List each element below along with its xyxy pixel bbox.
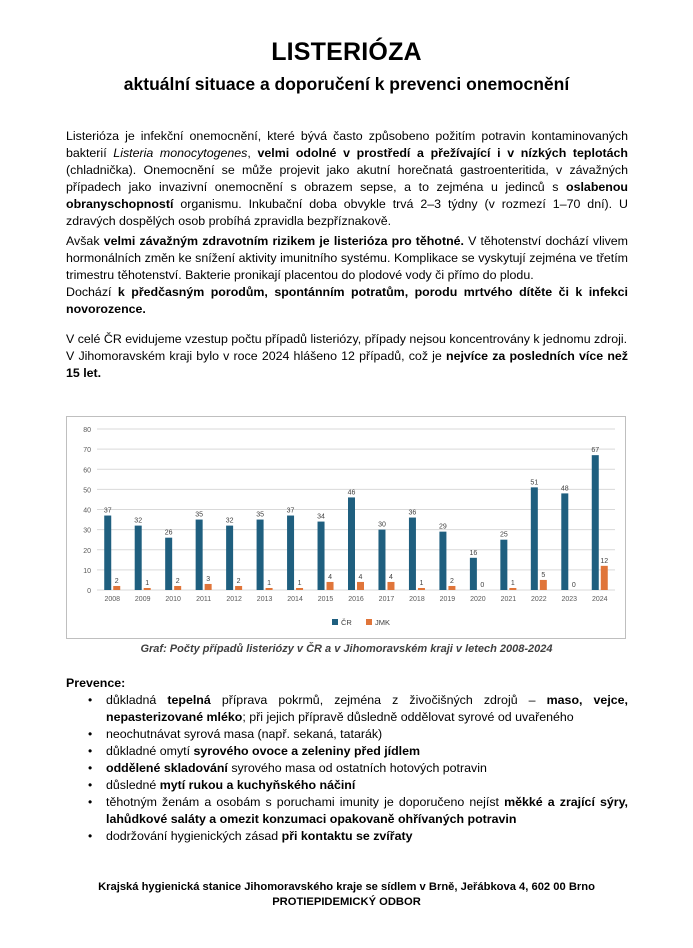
- data-label-jmk: 1: [510, 579, 515, 587]
- data-label-jmk: 1: [145, 579, 150, 587]
- data-label-jmk: 1: [419, 579, 424, 587]
- bar-jmk: [601, 566, 608, 590]
- x-tick-label: 2022: [531, 596, 547, 603]
- bar-cr: [561, 493, 568, 590]
- data-label-jmk: 3: [206, 575, 211, 583]
- footer-address: Krajská hygienická stanice Jihomoravského kraje se sídlem v Brně, Jeřábkova 4, 602 00 Brno: [98, 881, 595, 893]
- bullet-icon: •: [88, 829, 93, 843]
- bar-jmk: [266, 588, 273, 590]
- bar-cr: [592, 455, 599, 590]
- bar-jmk: [387, 582, 394, 590]
- emphasis-text: velmi odolné v prostředí a přežívající i v nízkých teplotách: [257, 146, 628, 160]
- data-label-cr: 51: [530, 479, 539, 487]
- legend-label: JMK: [375, 618, 390, 627]
- emphasis-text: k předčasným porodům, spontánním potratům, porodu mrtvého dítěte či k infekci novorozence.: [66, 285, 628, 316]
- bullet-icon: •: [88, 795, 93, 809]
- data-label-cr: 26: [164, 529, 173, 537]
- data-label-cr: 36: [408, 509, 417, 517]
- bar-jmk: [113, 586, 120, 590]
- x-tick-label: 2024: [591, 596, 608, 603]
- prevention-title: Prevence:: [66, 676, 126, 690]
- situation-paragraph: [66, 331, 628, 382]
- bar-jmk: [357, 582, 364, 590]
- emphasis-text: měkké a zrající sýry, lahůdkové saláty a omezit konzumaci opakovaně ohřívaných potravin: [106, 795, 628, 826]
- bar-jmk: [144, 588, 151, 590]
- bar-cr: [104, 516, 111, 590]
- bar-cr: [500, 540, 507, 590]
- page-subtitle: aktuální situace a doporučení k prevenci onemocnění: [123, 74, 570, 94]
- pregnancy-paragraph: [66, 233, 628, 318]
- species-name: Listeria monocytogenes: [113, 146, 248, 160]
- y-tick-label: 0: [87, 588, 91, 595]
- bar-cr: [439, 532, 446, 590]
- text-run: ,: [247, 146, 258, 160]
- x-tick-label: 2021: [500, 596, 517, 603]
- bar-cr: [196, 520, 203, 590]
- data-label-cr: 35: [195, 511, 204, 519]
- emphasis-text: oddělené skladování: [106, 761, 228, 775]
- emphasis-text: velmi závažným zdravotním rizikem je listerióza pro těhotné.: [103, 234, 464, 248]
- text-run: příprava pokrmů, zejména z živočišných zdrojů –: [210, 693, 547, 707]
- bar-jmk: [174, 586, 181, 590]
- data-label-jmk: 4: [358, 573, 363, 581]
- text-run: neochutnávat syrová masa (např. sekaná, tatarák): [106, 727, 383, 741]
- prevention-item: [66, 726, 628, 743]
- data-label-jmk: 0: [480, 582, 485, 589]
- data-label-jmk: 5: [541, 571, 546, 579]
- bar-cr: [378, 530, 385, 590]
- data-label-cr: 30: [378, 521, 386, 529]
- x-tick-label: 2015: [317, 596, 334, 603]
- bar-jmk: [448, 586, 455, 590]
- bar-cr: [257, 520, 264, 590]
- bar-jmk: [296, 588, 303, 590]
- y-tick-label: 30: [83, 527, 91, 535]
- x-tick-label: 2011: [196, 596, 212, 603]
- emphasis-text: při kontaktu se zvířaty: [281, 829, 413, 843]
- text-run: Listerióza je infekční onemocnění, které bývá často způsobeno požitím potravin kontaminovaných bakterií: [66, 129, 628, 160]
- emphasis-text: oslabenou obranyschopností: [66, 180, 628, 211]
- prevention-item: [66, 828, 628, 845]
- text-run: těhotným ženám a osobám s poruchami imunity je doporučeno nejíst: [106, 795, 505, 809]
- bar-cr: [226, 526, 233, 590]
- text-run: Avšak: [66, 234, 104, 248]
- bullet-icon: •: [88, 778, 93, 792]
- emphasis-text: mytí rukou a kuchyňského náčiní: [159, 778, 356, 792]
- cases-chart: [66, 416, 626, 639]
- data-label-cr: 48: [560, 485, 569, 493]
- data-label-jmk: 4: [389, 573, 393, 581]
- bullet-icon: •: [88, 761, 93, 775]
- text-run: V těhotenství dochází vlivem hormonálních změn ke snížení aktivity imunitního systému. Komplikace se vyskytují zejména ve třetím trimestru těhotenství. Bakterie pronikají placentou do plodové vody či přímo do plodu.: [66, 234, 628, 282]
- text-run: organismu. Inkubační doba obvykle trvá 2–3 týdny (v rozmezí 1–70 dní). U zdravých dospělých osob probíhá zpravidla bezpříznakově.: [66, 197, 628, 228]
- bar-jmk: [235, 586, 242, 590]
- text-run: důkladné omytí: [106, 744, 194, 758]
- text-run: V celé ČR evidujeme vzestup počtu případů listeriózy, případy nejsou koncentrovány k jednomu zdroji.: [66, 332, 628, 346]
- data-label-jmk: 2: [449, 577, 454, 585]
- prevention-item: [66, 692, 628, 726]
- x-tick-label: 2018: [409, 596, 425, 603]
- prevention-item: [66, 794, 628, 828]
- emphasis-text: nejvíce za posledních více než 15 let.: [66, 349, 628, 380]
- bar-jmk: [205, 584, 212, 590]
- x-tick-label: 2017: [378, 596, 395, 603]
- data-label-cr: 37: [286, 507, 295, 515]
- y-tick-label: 20: [83, 547, 91, 555]
- data-label-jmk: 1: [297, 579, 302, 587]
- text-run: důsledné: [106, 778, 160, 792]
- data-label-jmk: 12: [600, 557, 609, 565]
- bar-jmk: [418, 588, 425, 590]
- text-run: ; při jejich přípravě důsledně oddělovat syrové od uvařeného: [242, 710, 574, 724]
- x-tick-label: 2009: [134, 596, 151, 603]
- x-tick-label: 2008: [104, 596, 121, 603]
- data-label-cr: 25: [499, 531, 508, 539]
- bar-cr: [165, 538, 172, 590]
- data-label-jmk: 0: [571, 582, 576, 589]
- x-tick-label: 2020: [470, 596, 486, 603]
- legend-swatch: [366, 619, 372, 625]
- bar-cr: [135, 526, 142, 590]
- x-tick-label: 2014: [287, 596, 303, 603]
- text-run: Dochází: [66, 285, 118, 299]
- data-label-cr: 35: [256, 511, 264, 519]
- text-run: syrového masa od ostatních hotových potravin: [227, 761, 487, 775]
- bar-cr: [409, 518, 416, 590]
- data-label-jmk: 2: [114, 577, 119, 585]
- y-tick-label: 60: [83, 467, 91, 475]
- bar-cr: [531, 487, 538, 590]
- text-run: dodržování hygienických zásad: [106, 829, 282, 843]
- data-label-cr: 67: [591, 447, 600, 455]
- emphasis-text: tepelná: [167, 693, 211, 707]
- y-tick-label: 40: [83, 507, 91, 515]
- bullet-icon: •: [88, 744, 93, 758]
- data-label-cr: 46: [347, 489, 356, 497]
- intro-paragraph: [66, 128, 628, 230]
- y-tick-label: 10: [83, 567, 91, 575]
- data-label-jmk: 2: [236, 577, 241, 585]
- bar-cr: [470, 558, 477, 590]
- data-label-cr: 37: [103, 507, 112, 515]
- y-tick-label: 80: [83, 427, 91, 434]
- data-label-cr: 32: [225, 517, 234, 525]
- prevention-list: [66, 692, 628, 845]
- emphasis-text: maso, vejce, nepasterizované mléko: [106, 693, 628, 724]
- data-label-cr: 16: [469, 549, 478, 557]
- legend-swatch: [332, 619, 338, 625]
- prevention-item: [66, 743, 628, 760]
- bar-cr: [318, 522, 325, 590]
- x-tick-label: 2010: [165, 596, 181, 603]
- bullet-icon: •: [88, 727, 93, 741]
- bar-cr: [287, 516, 294, 590]
- x-tick-label: 2012: [226, 596, 242, 603]
- data-label-cr: 34: [317, 513, 325, 521]
- text-run: důkladná: [106, 693, 168, 707]
- data-label-jmk: 4: [328, 573, 332, 581]
- data-label-cr: 29: [439, 523, 447, 531]
- bar-jmk: [540, 580, 547, 590]
- x-tick-label: 2023: [561, 596, 578, 603]
- data-label-jmk: 1: [267, 579, 272, 587]
- data-label-cr: 32: [134, 517, 143, 525]
- x-tick-label: 2019: [439, 596, 456, 603]
- bullet-icon: •: [88, 693, 93, 707]
- page-title: LISTERIÓZA: [271, 38, 422, 66]
- text-run: V Jihomoravském kraji bylo v roce 2024 hlášeno 12 případů, což je: [66, 349, 447, 363]
- bar-jmk: [509, 588, 516, 590]
- bar-chart-svg: [67, 417, 625, 638]
- text-run: (chladnička). Onemocnění se může projevit jako akutní horečnatá gastroenteritida, v závažných případech jako invazivní onemocnění s obrazem sepse, a to zejména u jedinců s: [66, 163, 628, 194]
- prevention-item: [66, 760, 628, 777]
- x-tick-label: 2013: [256, 596, 273, 603]
- x-tick-label: 2016: [348, 596, 364, 603]
- emphasis-text: syrového ovoce a zeleniny před jídlem: [193, 744, 421, 758]
- data-label-jmk: 2: [175, 577, 180, 585]
- y-tick-label: 70: [83, 447, 91, 455]
- chart-caption: Graf: Počty případů listeriózy v ČR a v Jihomoravském kraji v letech 2008-2024: [140, 643, 553, 655]
- prevention-item: [66, 777, 628, 794]
- bar-cr: [348, 497, 355, 590]
- y-tick-label: 50: [83, 487, 91, 495]
- footer-department: PROTIEPIDEMICKÝ ODBOR: [272, 896, 421, 908]
- legend-label: ČR: [341, 618, 352, 627]
- footer: [0, 880, 693, 910]
- bar-jmk: [327, 582, 334, 590]
